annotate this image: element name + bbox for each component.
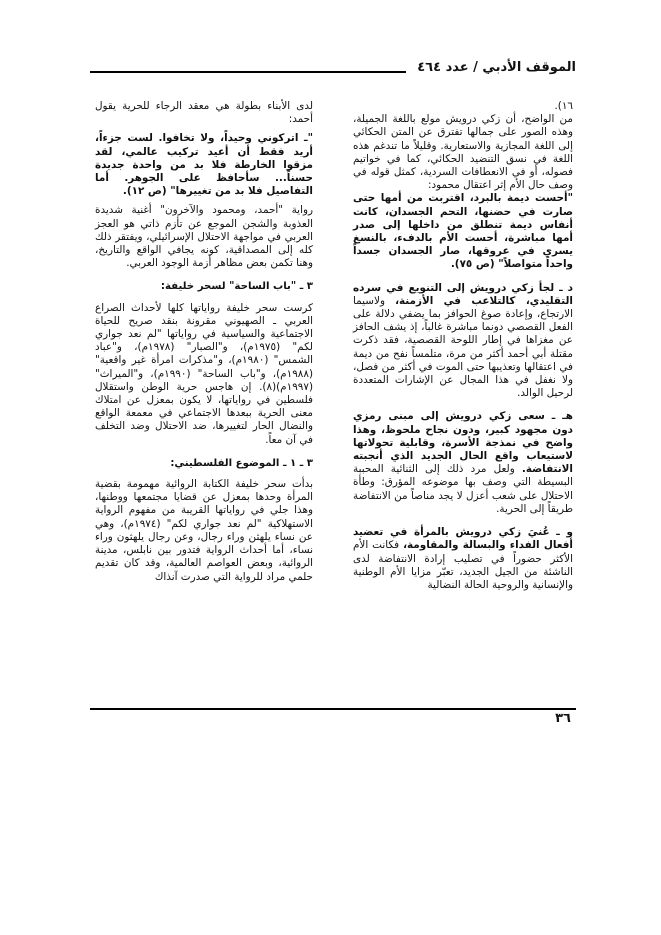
left-column [95,100,313,584]
paragraph: من الواضح، أن زكي درويش مولع باللغة الجميلة، وهذه الصور على جمالها تفترق عن المتن الحكائي إلى اللغة المجازية والاستعارية. وقليلاً ما تندغم هذه اللغة في نسق التنضيد الحكائي، كما في خواتيم فصوله، أو في الانعطافات السردية، كمثل قوله في وصف حال الأم إثر اعتقال محمود: [353,113,573,192]
quote-paragraph: "ـ اتركوني وحيداً، ولا تخافوا. لست جزءاً، أريد فقط أن أعيد تركيب عالمي، لقد مزقوا الخارطة فلا بد من واحدة جديدة حسناً... سأحافظ على الجوهر. أما التفاصيل فلا بد من تغييرها" (ص ١٢). [95,132,313,198]
paragraph: و ـ عُنيَ زكي درويش بالمرأة في تعضيد أفعال الفداء والبسالة والمقاومة، فكانت الأم الأكثر حضوراً في تصليب إرادة الانتفاضة لدى الناشئة من الجيل الجديد، تعبّر مزايا الأم الوطنية والإنسانية والروحية الحالة النضالية [353,526,573,591]
paragraph: د ـ لجأ زكي درويش إلى التنويع في سرده التقليدي، كالتلاعب في الأزمنة، ولاسيما الارتجاع، وإعادة صوغ الحوافز بما يضفي دلالة على الفعل القصصي دونما مباشرة غالباً، إذ يشف الحافز عن مغزاها في إطار اللوحة القصصية، فقد ذكرت مقتلة أبي أحمد أكثر من مرة، متلمساً نفح من ديمة في اعتقالها وتعذيبها حتى الموت في أكثر من فصل، ولا نغفل في هذا المجال عن الإشارات المتعددة لرحيل الوالد. [353,281,573,400]
page-number: ٣٦ [555,711,571,726]
section-heading: ٣ ـ ١ ـ الموضوع الفلسطيني: [170,457,313,469]
paragraph: ١٦). [554,100,573,112]
header-rule [90,71,406,73]
paragraph: لدى الأبناء بطولة هي معقد الرجاء للحرية يقول أحمد: [95,100,313,126]
quote-paragraph: "أحست ديمة بالبرد، اقتربت من أمها حتى صارت في حضنها، التحم الجسدان، كانت أنفاس ديمة تنطلق من داخلها إلى صدر أمها مباشرة، أحست الأم بالدفء، بالنسغ يسري في عروقها، صار الجسدان جسداً واحداً متواصلاً" (ص ٧٥). [353,192,573,271]
journal-title: الموقف الأدبي / عدد ٤٦٤ [417,60,576,75]
footer-rule [90,708,576,710]
right-column [353,100,573,592]
paragraph: بدأت سحر خليفة الكتابة الروائية مهمومة بقضية المرأة وحدها بمعزل عن قضايا مجتمعها ووطنها، وهذا جلي في رواياتها القريبة من مفهوم الرواية الاستهلاكية "لم نعد جواري لكم" (١٩٧٤م)، وهي عن نساء يلهثن وراء رجال، وعن رجال يلهثون وراء نساء، أما أحداث الرواية فتدور بين نابلس، مدينة الروائية، وبعض العواصم العالمية، وقد كان تقديم حلمي مراد للرواية التي صدرت آنذاك [95,478,313,583]
paragraph: هـ ـ سعى زكي درويش إلى مبنى رمزي دون مجهود كبير، ودون نجاح ملحوظ، وهذا واضح في نمذجة الأسرة، وقابلية تحولاتها لاستيعاب واقع الحال الجديد الذي أنجبته الانتفاضة. ولعل مرد ذلك إلى الثنائية المحببة البسيطة التي وصف بها موضوعه المؤرق: وطأة الاحتلال على شعب أعزل لا يجد مناصاً من الانتفاضة طريقاً إلى الحرية. [353,410,573,515]
running-header [90,60,576,82]
section-heading: ٣ ـ "باب الساحة" لسحر خليفة: [160,281,313,293]
paragraph: كرست سحر خليفة رواياتها كلها لأحداث الصراع العربي ـ الصهيوني مقرونة بنقد صريح للحياة الاجتماعية والسياسية في رواياتها "لم نعد جواري لكم" (١٩٧٥م)، و"الصبار" (١٩٧٨م)، و"عباد الشمس" (١٩٨٠م)، و"مذكرات امرأة غير واقعية" (١٩٨٨م)، و"باب الساحة" (١٩٩٠م)، و"الميراث" (١٩٩٧م)(٨). إن هاجس حرية الوطن واستقلال فلسطين في رواياتها، لا يكون بمعزل عن امتلاك معنى الحرية ببعدها الاجتماعي في معمعة الواقع والنضال الحار لتغييرها، ضد الاحتلال وضد التخلف في آن معاً. [95,301,313,446]
paragraph: رواية "أحمد، ومحمود والآخرون" أغنية شديدة العذوبة والشجن الموجع عن تأزم ذاتي هو العجز العربي في مواجهة الاحتلال الإسرائيلي، ويفتقر ذلك كله إلى المصداقية، كونه يجافي الواقع والتاريخ، وهنا تكمن بعض مظاهر أزمة الوجود العربي. [95,204,313,270]
